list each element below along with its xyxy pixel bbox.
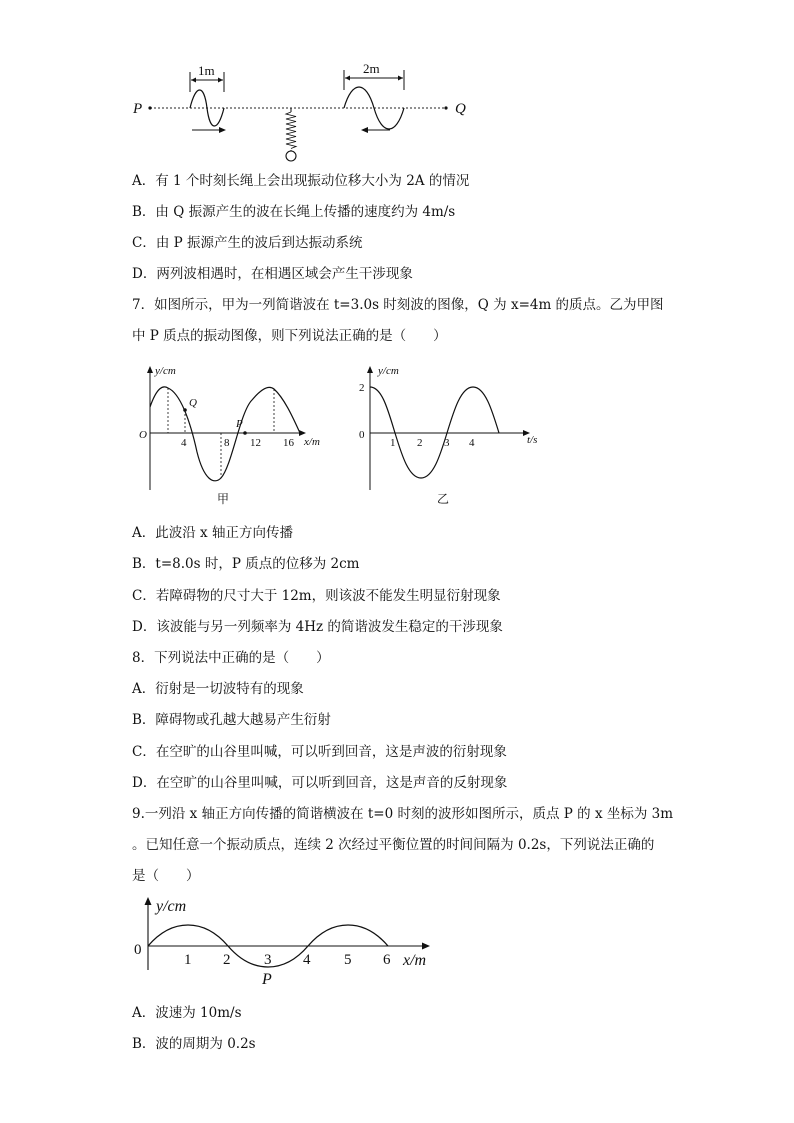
jia-label-p: P — [236, 418, 243, 430]
yi-tick-3: 3 — [444, 437, 450, 449]
q9-tick-1: 1 — [184, 952, 192, 968]
q9-tick-5: 5 — [344, 952, 352, 968]
jia-tick-12: 12 — [250, 437, 261, 449]
yi-y-label: y/cm — [378, 365, 399, 377]
endpoint-q — [444, 106, 447, 109]
q6-option-d: D．两列波相遇时，在相遇区域会产生干涉现象 — [132, 266, 413, 282]
left-direction-arrowhead — [219, 127, 226, 133]
yi-tick-y2: 2 — [359, 382, 365, 394]
spring-coil — [286, 112, 296, 149]
endpoint-p — [148, 106, 151, 109]
q6-option-c: C．由 P 振源产生的波后到达振动系统 — [132, 235, 363, 251]
q8-option-d: D．在空旷的山谷里叫喊，可以听到回音，这是声音的反射现象 — [132, 775, 508, 791]
jia-wave-curve — [150, 387, 300, 481]
yi-tick-1: 1 — [390, 437, 396, 449]
wave-graph-q9 — [130, 890, 440, 992]
q9-y-arrow — [145, 897, 152, 905]
q9-origin: 0 — [134, 942, 142, 958]
q9-tick-4: 4 — [303, 952, 311, 968]
yi-y-arrow — [367, 366, 373, 373]
q8-option-a: A．衍射是一切波特有的现象 — [132, 681, 304, 697]
jia-tick-16: 16 — [283, 437, 294, 449]
label-p: P — [133, 101, 143, 117]
q6-option-b: B．由 Q 振源产生的波在长绳上传播的速度约为 4m/s — [132, 204, 456, 220]
jia-label-q: Q — [189, 397, 197, 409]
jia-y-label: y/cm — [155, 365, 176, 377]
q7-option-d: D．该波能与另一列频率为 4Hz 的简谐波发生稳定的干涉现象 — [132, 619, 503, 635]
q9-x-arrow — [422, 943, 430, 950]
q9-option-b: B．波的周期为 0.2s — [132, 1036, 256, 1052]
q8-option-c: C．在空旷的山谷里叫喊，可以听到回音，这是声波的衍射现象 — [132, 744, 507, 760]
right-direction-arrowhead — [361, 127, 368, 133]
jia-origin: O — [139, 429, 147, 441]
vibration-graph-yi — [354, 362, 544, 510]
yi-caption: 乙 — [437, 492, 450, 506]
jia-caption: 甲 — [217, 492, 230, 506]
left-dim-label: 1m — [198, 63, 215, 78]
q9-stem-line1: 9.一列沿 x 轴正方向传播的简谐横波在 t=0 时刻的波形如图所示，质点 P 的 x 坐标为 3m — [132, 806, 674, 822]
q9-option-a: A．波速为 10m/s — [132, 1005, 242, 1021]
q8-option-b: B．障碍物或孔越大越易产生衍射 — [132, 712, 331, 728]
q9-tick-6: 6 — [383, 952, 391, 968]
yi-x-label: t/s — [527, 434, 538, 446]
q9-y-label: y/cm — [156, 898, 187, 915]
q9-tick-3: 3 — [264, 952, 272, 968]
rope-wave-figure — [128, 62, 478, 166]
q7-stem-line2: 中 P 质点的振动图像，则下列说法正确的是（ ） — [132, 328, 447, 344]
q8-stem: 8．下列说法中正确的是（ ） — [132, 650, 330, 666]
q6-option-a: A．有 1 个时刻长绳上会出现振动位移大小为 2A 的情况 — [132, 173, 470, 189]
q7-stem-line1: 7．如图所示，甲为一列简谐波在 t=3.0s 时刻波的图像，Q 为 x=4m 的质点。乙为甲图 — [132, 297, 664, 313]
jia-x-label: x/m — [304, 436, 320, 448]
q7-option-c: C．若障碍物的尺寸大于 12m，则该波不能发生明显衍射现象 — [132, 588, 501, 604]
yi-origin: 0 — [359, 429, 365, 441]
wave-graph-jia — [134, 362, 334, 510]
yi-tick-4: 4 — [469, 437, 475, 449]
jia-y-arrow — [147, 366, 153, 373]
right-dim-label: 2m — [363, 62, 380, 76]
oscillator-ball — [286, 151, 296, 161]
q9-tick-2: 2 — [223, 952, 231, 968]
yi-tick-2: 2 — [417, 437, 423, 449]
q9-stem-line2: 。已知任意一个振动质点，连续 2 次经过平衡位置的时间间隔为 0.2s，下列说法正确的 — [132, 837, 655, 853]
q7-option-b: B．t=8.0s 时，P 质点的位移为 2cm — [132, 556, 360, 572]
q7-option-a: A．此波沿 x 轴正方向传播 — [132, 525, 293, 541]
q9-stem-line3: 是（ ） — [132, 868, 200, 884]
jia-point-q — [183, 408, 187, 412]
jia-point-p — [243, 431, 247, 435]
jia-tick-4: 4 — [181, 437, 187, 449]
q9-x-label: x/m — [403, 952, 427, 969]
label-q: Q — [455, 101, 466, 117]
q9-label-p: P — [262, 971, 272, 988]
jia-tick-8: 8 — [224, 437, 230, 449]
